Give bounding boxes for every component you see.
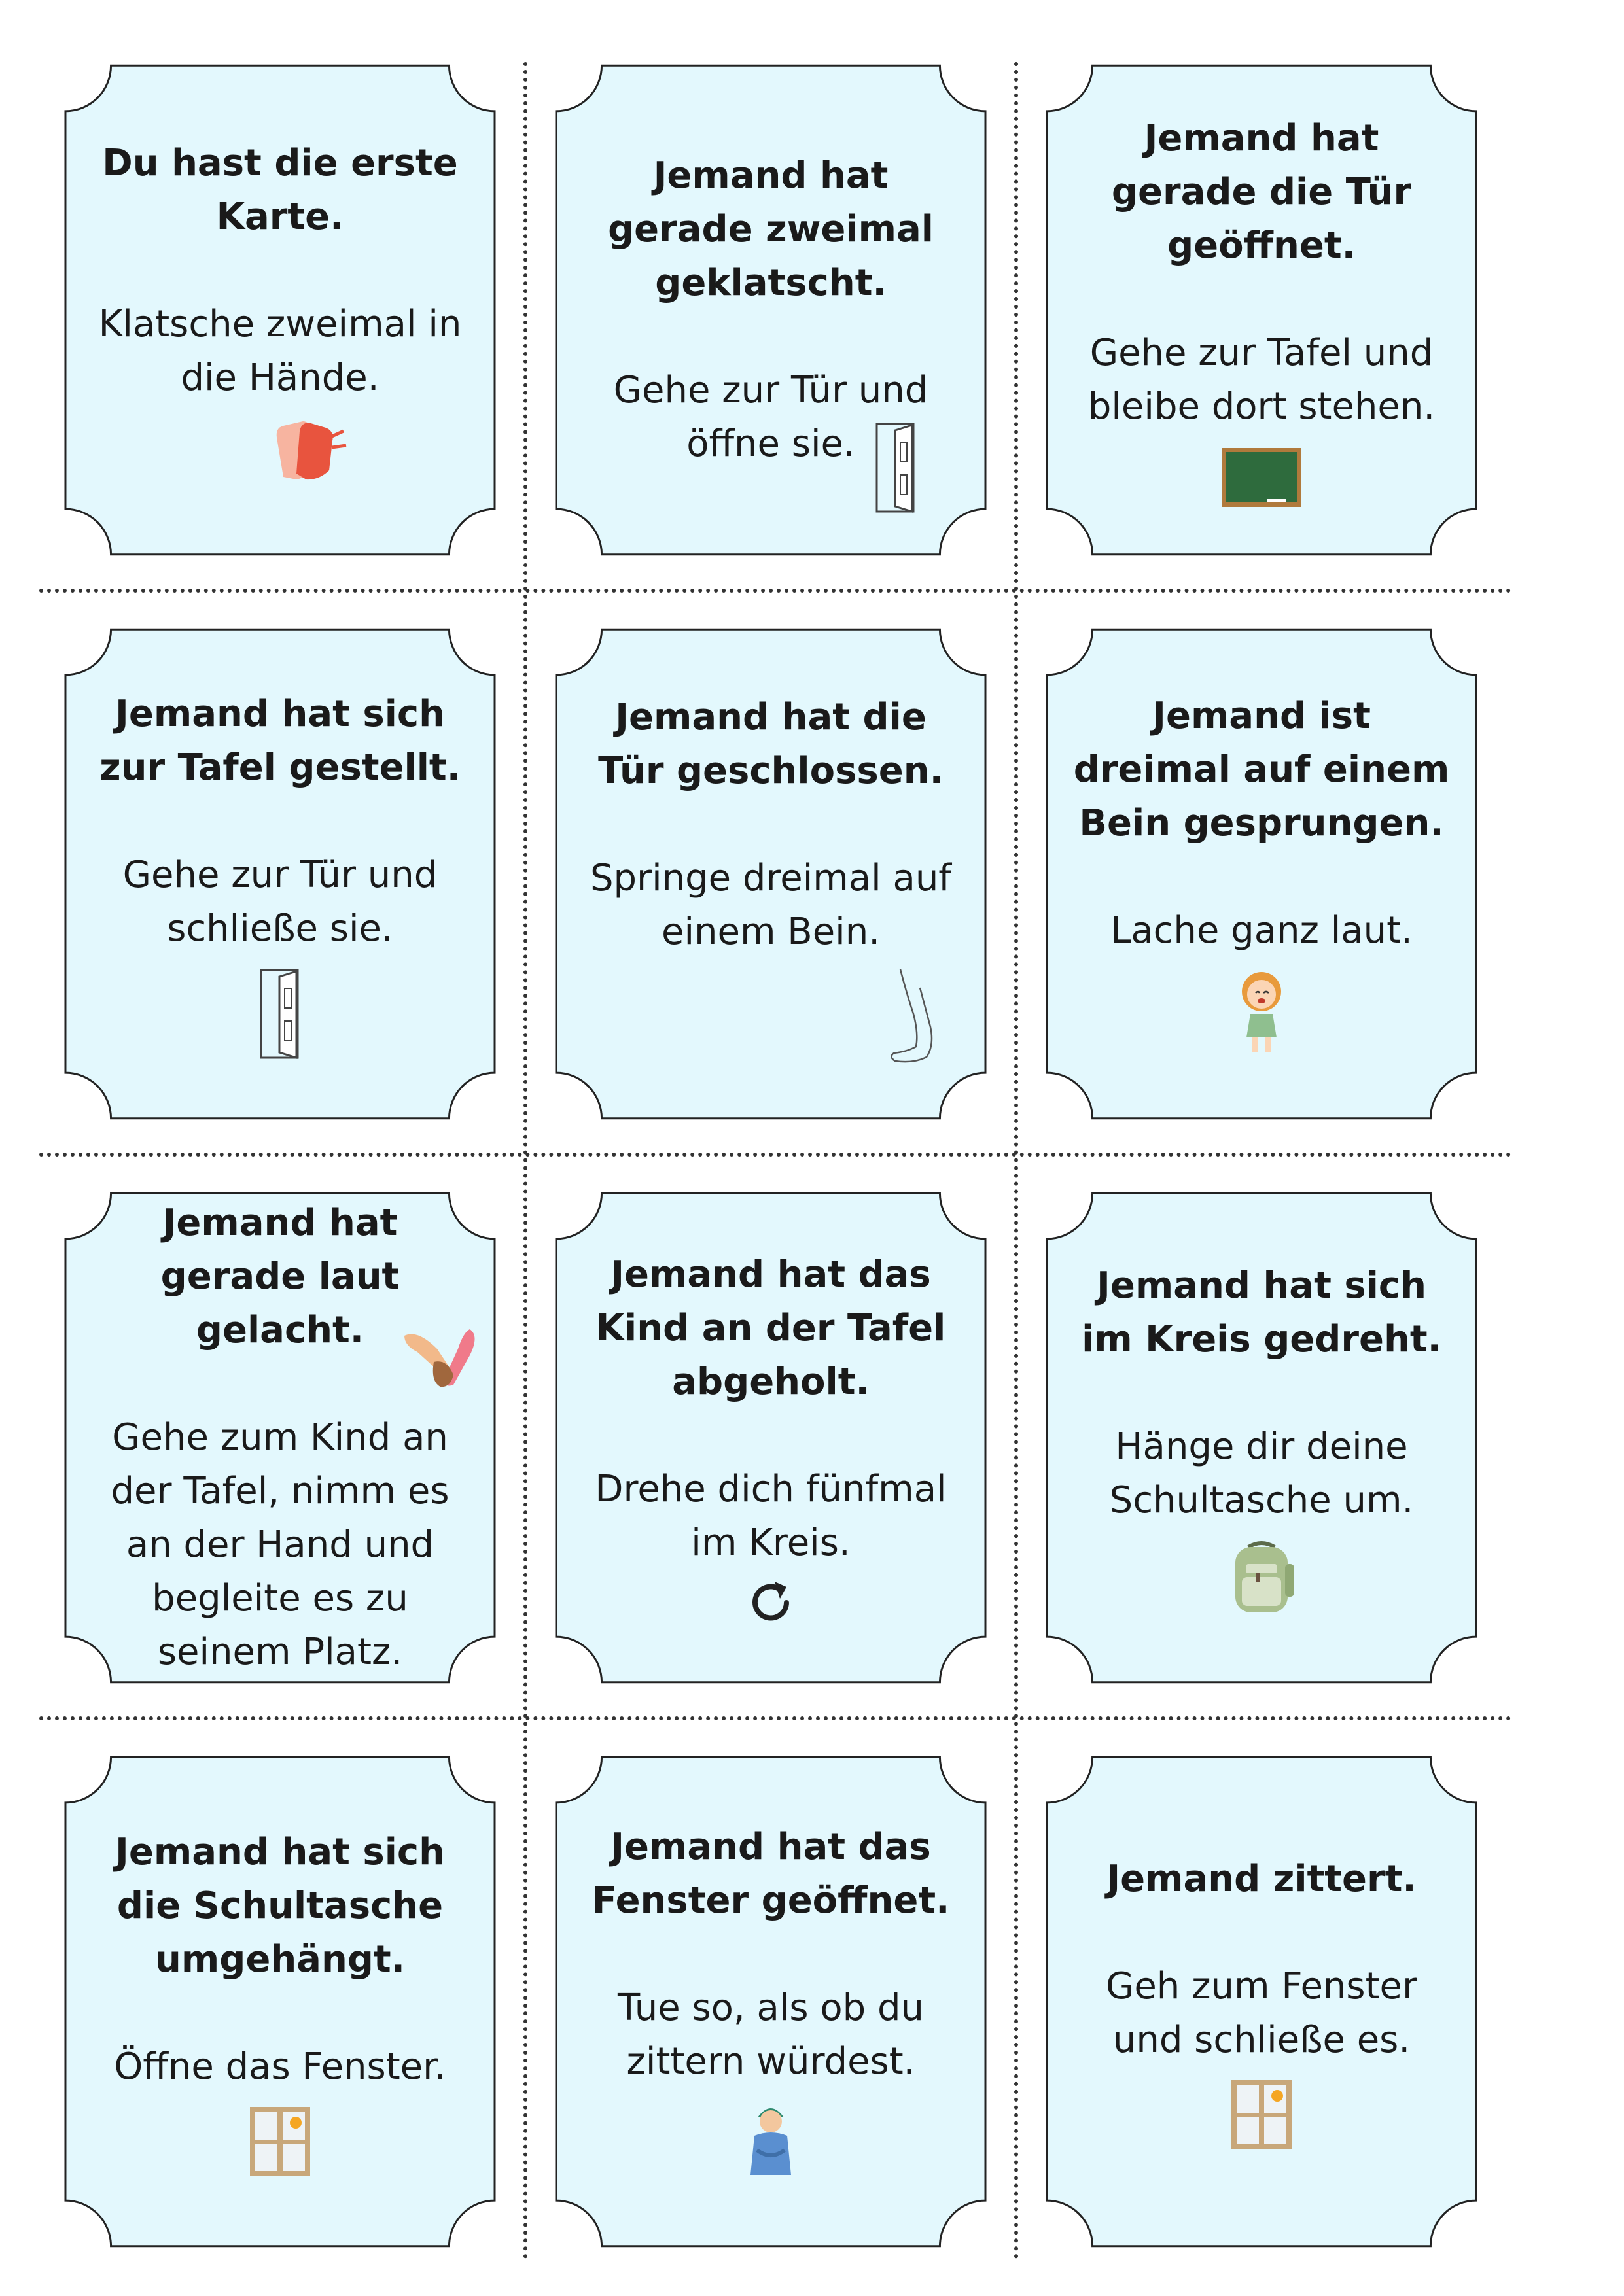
leg-icon	[887, 968, 940, 1069]
card-instruction: Gehe zum Kind an der Tafel, nimm es an der Hand und begleite es zu seinem Platz.	[111, 1416, 450, 1673]
card-title: Jemand hat gerade zweimal geklatscht.	[608, 154, 934, 304]
door-icon	[260, 969, 300, 1060]
card-instruction: Gehe zur Tür und öffne sie.	[613, 369, 928, 465]
card-instruction: Öffne das Fenster.	[114, 2045, 446, 2088]
card-12	[1046, 1756, 1477, 2248]
card-title: Jemand ist dreimal auf einem Bein gesprungen.	[1073, 695, 1450, 844]
card-instruction: Hänge dir deine Schultasche um.	[1109, 1425, 1414, 1522]
card-title: Jemand hat sich die Schultasche umgehängt.	[115, 1831, 445, 1981]
card-4	[64, 628, 496, 1120]
card-instruction: Lache ganz laut.	[1110, 909, 1413, 952]
card-title: Jemand hat gerade die Tür geöffnet.	[1111, 117, 1412, 267]
card-9	[1046, 1192, 1477, 1684]
card-instruction: Gehe zur Tür und schließe sie.	[122, 854, 438, 950]
rotate-icon	[746, 1578, 796, 1627]
window-icon	[249, 2106, 311, 2178]
card-title: Jemand hat sich zur Tafel gestellt.	[99, 693, 461, 789]
card-title: Jemand hat die Tür geschlossen.	[598, 696, 944, 792]
card-title: Jemand zittert.	[1106, 1858, 1417, 1900]
card-title: Jemand hat das Kind an der Tafel abgeholt.	[595, 1253, 946, 1403]
card-2	[555, 64, 987, 556]
card-instruction: Gehe zur Tafel und bleibe dort stehen.	[1087, 332, 1436, 428]
cut-line-horizontal-2	[39, 1153, 1511, 1157]
clapping-hands-icon	[264, 411, 349, 483]
backpack-icon	[1222, 1538, 1301, 1616]
open-door-icon	[875, 423, 916, 517]
card-instruction: Drehe dich fünfmal im Kreis.	[595, 1468, 947, 1564]
holding-hands-icon	[398, 1323, 483, 1404]
chalkboard-icon	[1221, 447, 1302, 508]
card-instruction: Springe dreimal auf einem Bein.	[590, 857, 952, 953]
card-1	[64, 64, 496, 556]
card-11	[555, 1756, 987, 2248]
card-6	[1046, 628, 1477, 1120]
card-8	[555, 1192, 987, 1684]
card-7	[64, 1192, 496, 1684]
shivering-person-icon	[741, 2098, 800, 2183]
window-icon	[1230, 2079, 1293, 2151]
card-instruction: Geh zum Fenster und schließe es.	[1105, 1965, 1418, 2061]
card-title: Jemand hat das Fenster geöffnet.	[591, 1826, 950, 1922]
card-10	[64, 1756, 496, 2248]
card-title: Jemand hat gerade laut gelacht.	[160, 1202, 400, 1351]
card-5	[555, 628, 987, 1120]
card-title: Jemand hat sich im Kreis gedreht.	[1082, 1264, 1441, 1361]
cut-line-vertical-1	[523, 62, 527, 2260]
card-instruction: Klatsche zweimal in die Hände.	[98, 303, 462, 399]
laughing-girl-icon	[1232, 967, 1291, 1058]
card-title: Du hast die erste Karte.	[102, 142, 458, 238]
card-3	[1046, 64, 1477, 556]
cut-line-horizontal-1	[39, 589, 1511, 593]
card-instruction: Tue so, als ob du zittern würdest.	[618, 1987, 924, 2083]
cut-line-horizontal-3	[39, 1716, 1511, 1720]
cut-line-vertical-2	[1014, 62, 1018, 2260]
